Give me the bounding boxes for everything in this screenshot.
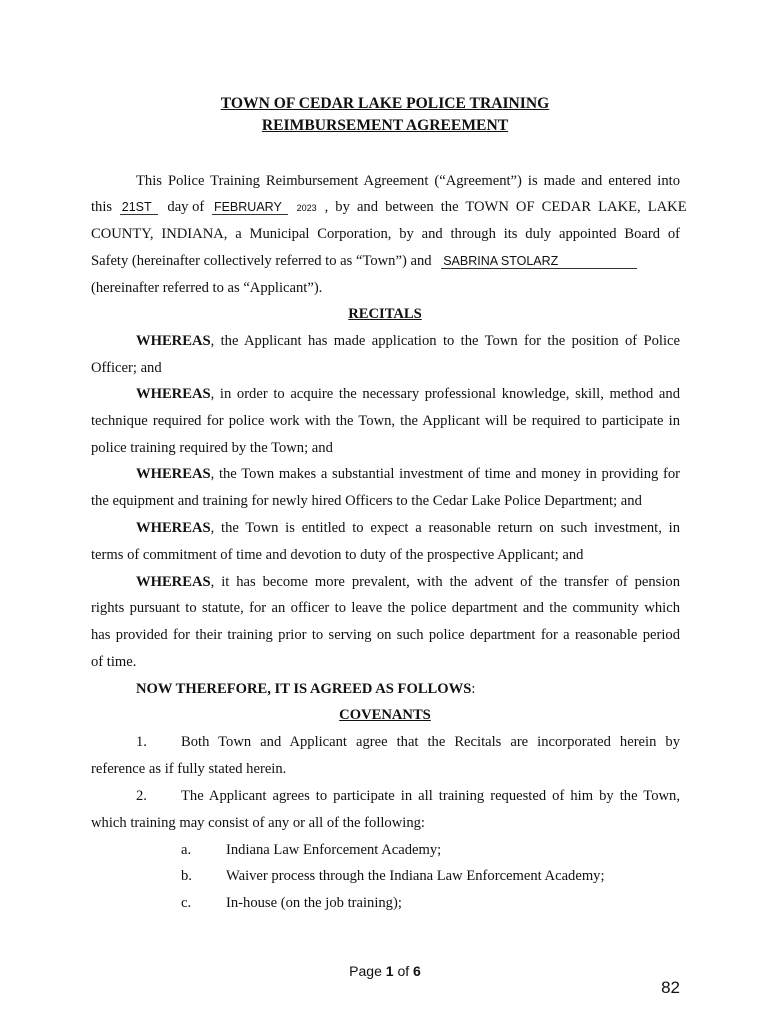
recital-text: , the Applicant has made application to the Town for the position of Police bbox=[210, 333, 680, 349]
intro-line3: COUNTY, INDIANA, a Municipal Corporation, by and through its duly appointed Board of bbox=[91, 226, 680, 242]
recital-5-line2: rights pursuant to statute, for an officer to leave the police department and the community which bbox=[91, 600, 680, 616]
doc-title-line2: REIMBURSEMENT AGREEMENT bbox=[261, 117, 509, 134]
whereas-label: WHEREAS bbox=[136, 333, 211, 349]
intro-this: this bbox=[91, 199, 113, 215]
whereas-label: WHEREAS bbox=[136, 386, 211, 402]
covenants-heading: COVENANTS bbox=[339, 707, 431, 723]
footer-page-total: 6 bbox=[413, 963, 421, 979]
covenant-2-line2: which training may consist of any or all of the following: bbox=[91, 815, 425, 831]
intro-line2-rest: , by and between the TOWN OF CEDAR LAKE, LAKE bbox=[324, 199, 687, 215]
covenant-number: 1. bbox=[136, 734, 147, 750]
sub-item-letter: b. bbox=[181, 868, 192, 884]
intro-line5: (hereinafter referred to as “Applicant”). bbox=[91, 280, 323, 296]
recital-text: , it has become more prevalent, with the advent of the transfer of pension bbox=[210, 574, 680, 590]
whereas-label: WHEREAS bbox=[136, 574, 211, 590]
page-footer bbox=[0, 962, 770, 980]
now-therefore-text: NOW THEREFORE, IT IS AGREED AS FOLLOWS bbox=[136, 681, 472, 697]
sub-item-letter: a. bbox=[181, 842, 192, 858]
now-therefore-line bbox=[136, 680, 475, 698]
recital-text: , the Town makes a substantial investment of time and money in providing for bbox=[210, 466, 680, 482]
recital-2-line1 bbox=[136, 385, 680, 403]
now-therefore-colon: : bbox=[471, 681, 476, 697]
sub-item-text: Waiver process through the Indiana Law Enforcement Academy; bbox=[226, 868, 605, 884]
applicant-name-field[interactable]: SABRINA STOLARZ bbox=[441, 254, 637, 269]
year-field[interactable]: 2023 bbox=[296, 203, 317, 213]
recital-text: , the Town is entitled to expect a reasonable return on such investment, in bbox=[210, 520, 680, 536]
whereas-label: WHEREAS bbox=[136, 466, 211, 482]
doc-title-line1: TOWN OF CEDAR LAKE POLICE TRAINING bbox=[220, 95, 550, 112]
recital-1-line2: Officer; and bbox=[91, 360, 162, 376]
footer-page-current: 1 bbox=[385, 963, 394, 979]
sub-item-text: In-house (on the job training); bbox=[226, 895, 402, 911]
recital-4-line1 bbox=[136, 519, 680, 537]
recital-5-line3: has provided for their training prior to serving on such police department for a reasonable period bbox=[91, 627, 680, 643]
recital-1-line1 bbox=[136, 332, 680, 350]
whereas-label: WHEREAS bbox=[136, 520, 211, 536]
recital-5-line1 bbox=[136, 573, 680, 591]
sub-item-letter: c. bbox=[181, 895, 192, 911]
recital-4-line2: terms of commitment of time and devotion to duty of the prospective Applicant; and bbox=[91, 547, 584, 563]
month-field[interactable]: FEBRUARY bbox=[212, 200, 288, 215]
sub-item-text: Indiana Law Enforcement Academy; bbox=[226, 842, 442, 858]
covenant-text: The Applicant agrees to participate in all training requested of him by the Town, bbox=[181, 788, 680, 804]
intro-line2 bbox=[91, 198, 687, 216]
intro-day-of: day of bbox=[167, 199, 205, 215]
intro-line4-start: Safety (hereinafter collectively referred to as “Town”) and bbox=[91, 253, 432, 269]
recital-3-line2: the equipment and training for newly hired Officers to the Cedar Lake Police Department; and bbox=[91, 493, 642, 509]
recital-2-line3: police training required by the Town; and bbox=[91, 440, 333, 456]
recital-2-line2: technique required for police work with the Town, the Applicant will be required to participate in bbox=[91, 413, 680, 429]
intro-line4 bbox=[91, 252, 637, 270]
day-field[interactable]: 21ST bbox=[120, 200, 158, 215]
footer-of-word: of bbox=[397, 963, 410, 979]
recital-3-line1 bbox=[136, 465, 680, 483]
recital-5-line4: of time. bbox=[91, 654, 137, 670]
recitals-heading: RECITALS bbox=[348, 306, 422, 322]
covenant-text: Both Town and Applicant agree that the Recitals are incorporated herein by bbox=[181, 734, 680, 750]
recital-text: , in order to acquire the necessary professional knowledge, skill, method and bbox=[210, 386, 680, 402]
covenant-1-line2: reference as if fully stated herein. bbox=[91, 761, 287, 777]
intro-line1: This Police Training Reimbursement Agreement (“Agreement”) is made and entered into bbox=[136, 173, 680, 189]
covenant-number: 2. bbox=[136, 788, 147, 804]
footer-page-word: Page bbox=[349, 963, 382, 979]
corner-page-number: 82 bbox=[661, 978, 680, 997]
